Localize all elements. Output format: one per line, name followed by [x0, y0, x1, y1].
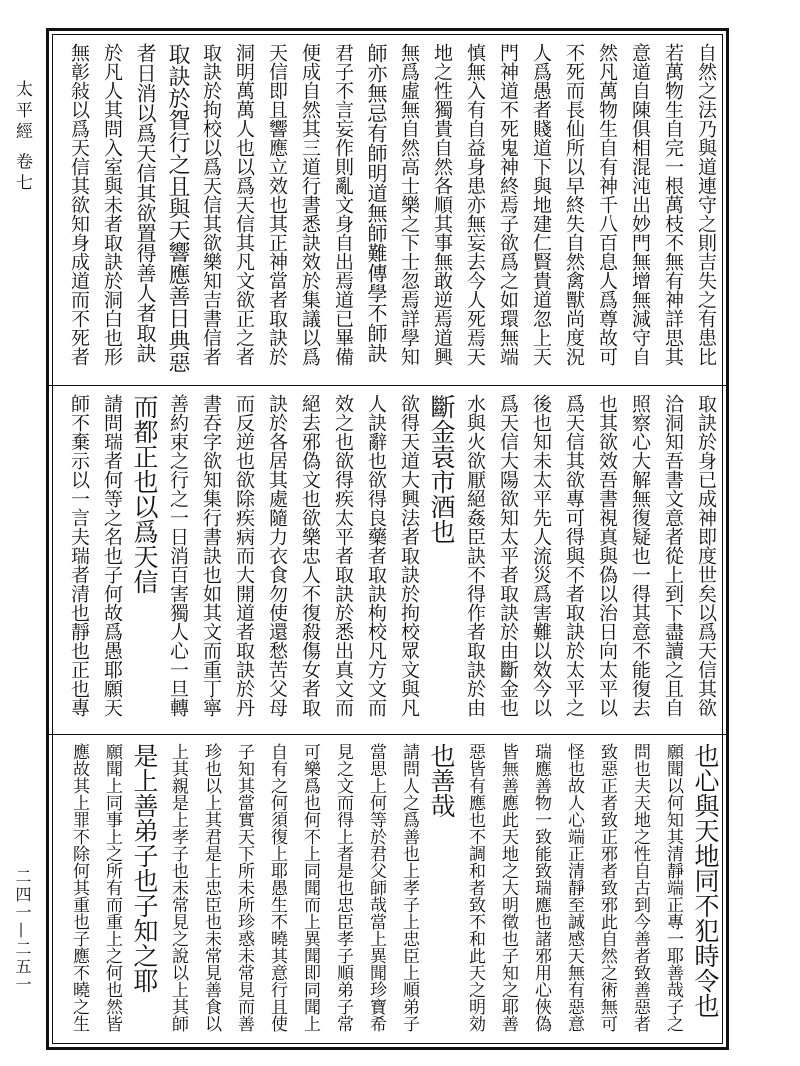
register-top	[49, 37, 726, 383]
text-column: 欲得天道大興法者取訣於拘校眾文與凡	[398, 394, 420, 717]
text-column: 門神道不死鬼神終焉子欲爲之如環無端	[497, 43, 519, 366]
text-column: 取訣於拘校以爲天信其欲樂知吉書信者	[200, 43, 222, 366]
register-middle	[49, 388, 726, 732]
text-column: 天信即且響應立效也其正神當者取訣於	[266, 43, 288, 366]
divider-2	[49, 734, 726, 735]
text-column: 是上善弟子也子知之耶	[130, 743, 159, 993]
text-column: 地之性獨貴自然各順其事無敢逆焉道興	[431, 43, 453, 366]
text-column: 不死而長仙所以早終失自然禽獸尚度況	[563, 43, 585, 366]
text-column: 洽洞知吾書文意者從上到下盡讀之且自	[662, 394, 684, 717]
text-column: 斷金袁市酒也	[427, 394, 456, 544]
text-column: 絕去邪偽文也欲樂忠人不復殺傷女者取	[299, 394, 321, 717]
text-column: 怪也故人心端正清靜至誠感天無有惡意	[564, 743, 584, 1032]
text-column: 洞明萬萬人也以爲天信其凡文欲正之者	[233, 43, 255, 366]
text-column: 善約束之行之一日消百害獨人心一旦轉	[167, 394, 189, 717]
text-column: 後也知未太平先人流災爲害難以效今以	[530, 394, 552, 717]
text-column: 書吞字欲知集行書訣也如其文而重丁寧	[200, 394, 222, 717]
text-column: 願聞以何知其清靜端正專一耶善哉子之	[663, 743, 683, 1032]
text-column: 無彰敍以爲天信其欲知身成道而不死者	[68, 43, 90, 366]
text-column: 君子不言妄作則亂文身自出焉道已畢備	[332, 43, 354, 366]
column-group	[49, 737, 726, 1043]
register-bottom	[49, 737, 726, 1043]
text-column: 可樂爲也何不上同聞而上異聞即同聞上	[300, 743, 320, 1032]
text-column: 於凡人其問入室與未者取訣於洞白也形	[101, 43, 123, 366]
text-column: 子知其當實天下所未所珍惑未常見而善	[234, 743, 254, 1032]
text-column: 若萬物生自完一根萬枝不無有神詳思其	[662, 43, 684, 366]
text-column: 應故其上罪不除何其重也子應不曉之生	[69, 743, 89, 1032]
text-column: 請問瑞者何等之名也子何故爲愚耶願天	[101, 394, 123, 717]
text-column: 照察心大解無復疑也一得其意不能復去	[629, 394, 651, 717]
text-column: 願聞上同事上之所有而重上之何也然皆	[102, 743, 122, 1032]
text-column: 自有之何須復上耶愚生不曉其意行且使	[267, 743, 287, 1032]
page-frame	[46, 28, 729, 1050]
margin-page-number: 二四一—二五一	[13, 868, 32, 994]
text-column: 人爲愚者賤道下與地建仁賢貴道忽上天	[530, 43, 552, 366]
margin-title: 太平經 卷七	[12, 80, 32, 195]
text-column: 也善哉	[427, 743, 456, 818]
text-column: 致惡正者致正邪者致邪此自然之術無可	[597, 743, 617, 1032]
text-column: 便成自然其三道行書悉訣效於集議以爲	[299, 43, 321, 366]
text-column: 瑞應善物一致能致瑞應也諸邪用心俠偽	[531, 743, 551, 1032]
text-column: 無爲虛無自然高士樂之下士忽焉詳學知	[398, 43, 420, 366]
text-column: 惡皆有應也不調和者致不和此天之明効	[465, 743, 485, 1032]
text-column: 然凡萬物生自有神千八百息人爲尊故可	[596, 43, 618, 366]
text-column: 爲天信大陽欲知太平者取訣於由斷金也	[497, 394, 519, 717]
text-column: 自然之法乃與道連守之則吉失之有患比	[695, 43, 717, 366]
text-column: 取訣於眢行之且與天響應善日典惡	[165, 43, 190, 373]
text-column: 訣於各居其處隨力衣食勿使還愁苦父母	[266, 394, 288, 717]
text-column: 師亦無忌有師明道無師難傳學不師訣	[364, 43, 388, 363]
text-column: 水與火欲厭絕姦臣訣不得作者取訣於由	[464, 394, 486, 717]
text-column: 當思上何等於君父師哉當上異聞珍寶希	[366, 743, 386, 1032]
text-column: 皆無善應此天地之大明徵也子知之耶善	[498, 743, 518, 1032]
text-column: 珍也以上其君是上忠臣也未常見善食以	[201, 743, 221, 1032]
text-column: 效之也欲得疾太平者取訣於悉出真文而	[332, 394, 354, 717]
text-column: 意道自陳俱相混沌出妙門無增無減守自	[629, 43, 651, 366]
text-column: 取訣於身已成神即度世矣以爲天信其欲	[695, 394, 717, 717]
text-column: 師不棄示以一言夫瑞者清也靜也正也專	[68, 394, 90, 717]
text-column: 慎無入有自益身患亦無妄去今人死焉天	[464, 43, 486, 366]
text-column: 而反逆也欲除疾病而大開道者取訣於丹	[233, 394, 255, 717]
text-column: 上其親是上孝子也未常見之說以上其師	[168, 743, 188, 1032]
column-group	[49, 388, 726, 732]
text-column: 也其欲效吾書視真與偽以治日向太平以	[596, 394, 618, 717]
text-column: 見之文而得上者是也忠臣孝子順弟子常	[333, 743, 353, 1032]
text-column: 問也夫天地之性自古到今善者致善惡者	[630, 743, 650, 1032]
text-column: 也心與天地同不犯時令也	[691, 743, 720, 1018]
divider-1	[49, 385, 726, 386]
text-column: 人訣辭也欲得良藥者取訣枸校凡方文而	[365, 394, 387, 717]
text-column: 爲天信其欲專可得與不者取訣於太平之	[563, 394, 585, 717]
column-group	[49, 37, 726, 383]
text-column: 者日消以爲天信其欲置得善人者取訣	[133, 43, 157, 363]
text-column: 而都正也以爲天信	[130, 394, 159, 594]
text-column: 請問人之爲善也上孝子上忠臣上順弟子	[399, 743, 419, 1032]
